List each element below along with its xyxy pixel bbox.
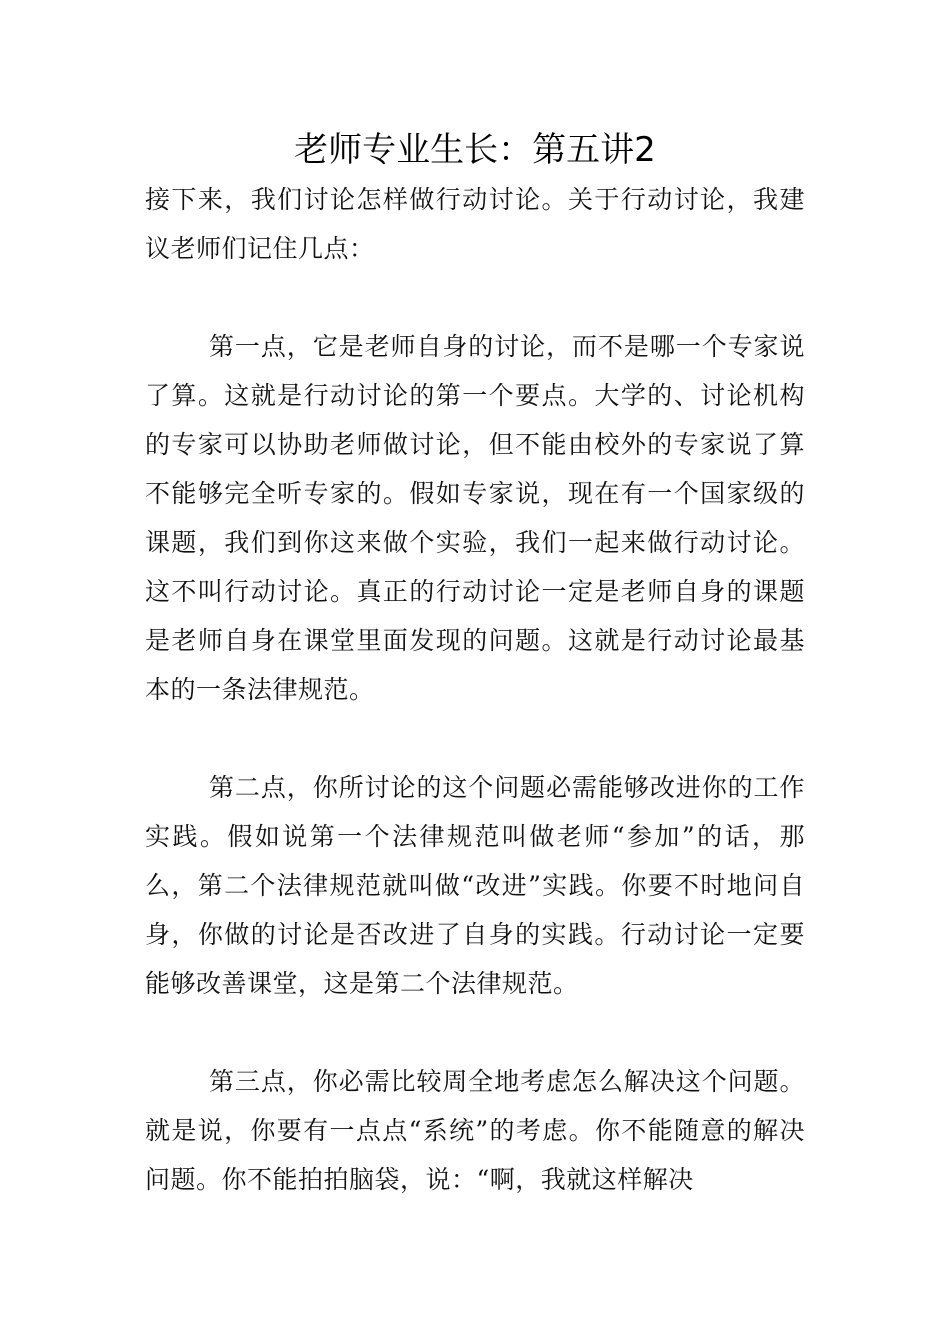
document-body [145, 175, 805, 1204]
paragraph-spacer [145, 714, 805, 763]
point-two-paragraph: 第二点，你所讨论的这个问题必需能够改进你的工作实践。假如说第一个法律规范叫做老师“参加”的话，那么，第二个法律规范就叫做“改进”实践。你要不时地问自身，你做的讨论是否改进了自身的实践。行动讨论一定要能够改善课堂，这是第二个法律规范。 [145, 773, 805, 998]
point-three-paragraph: 第三点，你必需比较周全地考虑怎么解决这个问题。就是说，你要有一点点“系统”的考虑。你不能随意的解决问题。你不能拍拍脑袋，说：“啊，我就这样解决 [145, 1067, 805, 1194]
intro-paragraph: 接下来，我们讨论怎样做行动讨论。关于行动讨论，我建议老师们记住几点： [145, 185, 805, 263]
point-one-paragraph: 第一点，它是老师自身的讨论，而不是哪一个专家说了算。这就是行动讨论的第一个要点。大学的、讨论机构的专家可以协助老师做讨论，但不能由校外的专家说了算不能够完全听专家的。假如专家说，现在有一个国家级的课题，我们到你这来做个实验，我们一起来做行动讨论。这不叫行动讨论。真正的行动讨论一定是老师自身的课题是老师自身在课堂里面发现的问题。这就是行动讨论最基本的一条法律规范。 [145, 332, 805, 704]
paragraph-spacer [145, 273, 805, 322]
document-title: 老师专业生长：第五讲2 [294, 130, 656, 170]
paragraph-spacer [145, 1008, 805, 1057]
